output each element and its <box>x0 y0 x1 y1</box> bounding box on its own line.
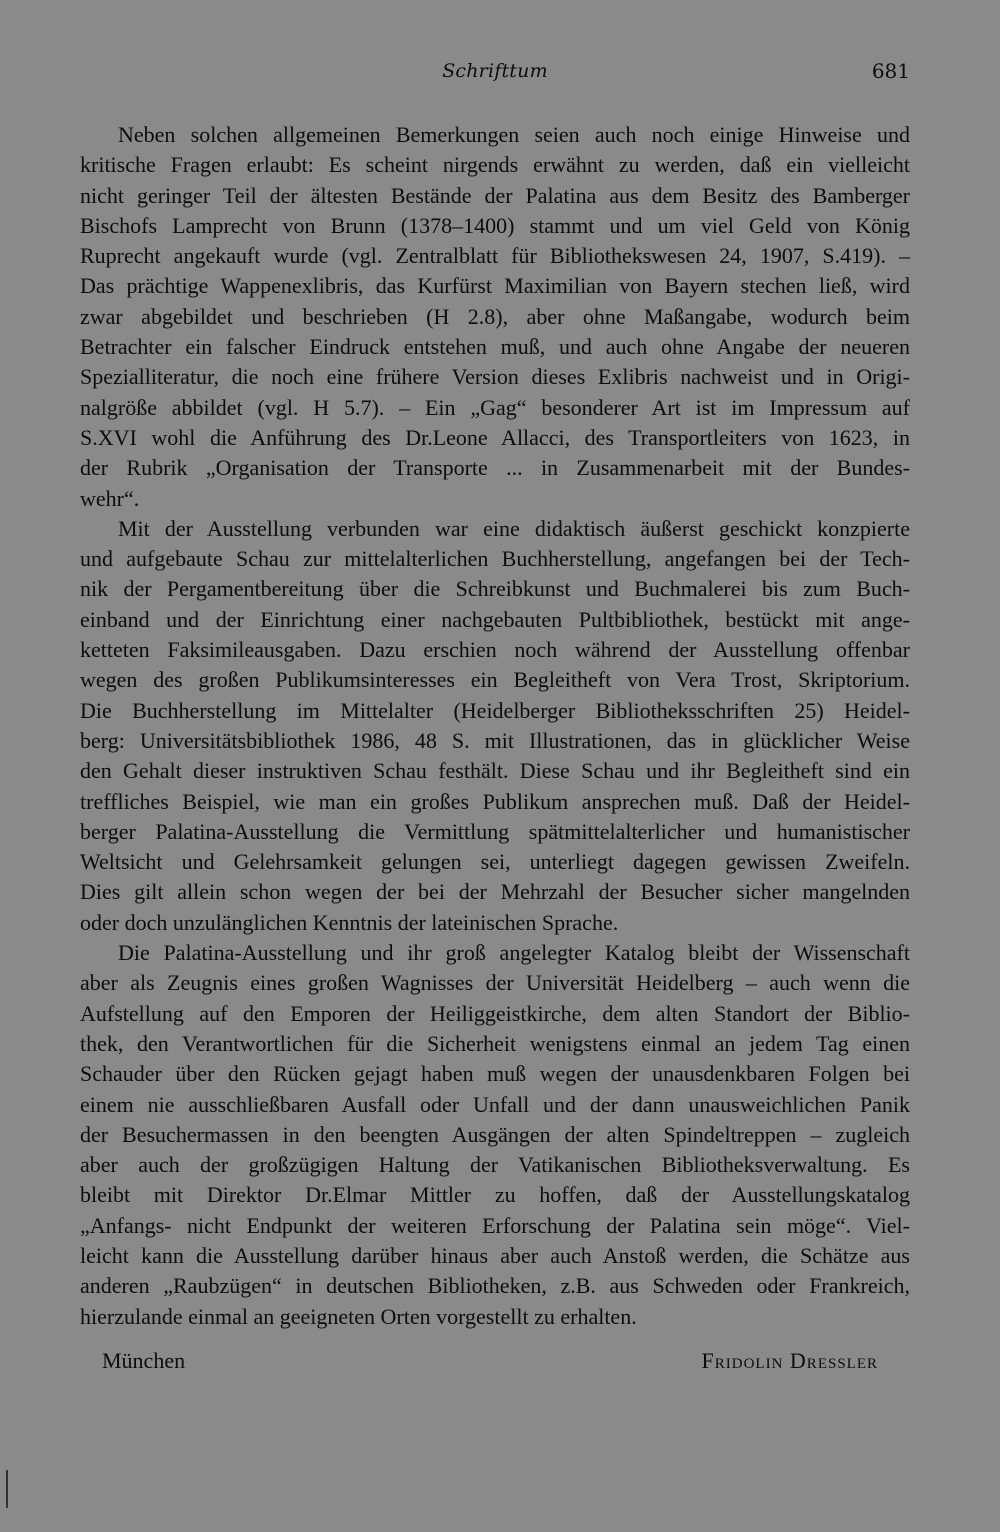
text-line: Aufstellung auf den Emporen der Heiliggeistkirche, dem alten Standort der Biblio- <box>80 1000 910 1026</box>
signature-author: Fridolin Dressler <box>701 1348 878 1373</box>
text-line: der Rubrik „Organisation der Transporte ... in Zusammenarbeit mit der Bundes- <box>80 455 910 481</box>
signature-line <box>102 1348 878 1378</box>
text-line: Betrachter ein falscher Eindruck entstehen muß, und auch ohne Angabe der neueren <box>80 334 910 360</box>
text-line: thek, den Verantwortlichen für die Sicherheit wenigstens einmal an jedem Tag einen <box>80 1030 910 1056</box>
text-line: Mit der Ausstellung verbunden war eine didaktisch äußerst geschickt konzpierte <box>118 515 910 541</box>
text-line: wehr“. <box>80 485 140 511</box>
text-line: einband und der Einrichtung einer nachgebauten Pultbibliothek, bestückt mit ange- <box>80 606 910 632</box>
text-line: oder doch unzulänglichen Kenntnis der lateinischen Sprache. <box>80 909 619 935</box>
text-line: nicht geringer Teil der ältesten Bestände der Palatina aus dem Besitz des Bamberger <box>80 182 910 208</box>
text-line: Das prächtige Wappenexlibris, das Kurfürst Maximilian von Bayern stechen ließ, wird <box>80 273 910 299</box>
body-text <box>80 120 910 1332</box>
text-line: Neben solchen allgemeinen Bemerkungen seien auch noch einige Hinweise und <box>118 122 910 147</box>
text-line: ketteten Faksimileausgaben. Dazu erschien noch während der Ausstellung offenbar <box>80 637 910 663</box>
text-line: Bischofs Lamprecht von Brunn (1378–1400) stammt und um viel Geld von König <box>80 212 910 238</box>
text-line: Spezialliteratur, die noch eine frühere Version dieses Exlibris nachweist und in Origi- <box>80 364 910 390</box>
text-line: Die Buchherstellung im Mittelalter (Heidelberger Bibliotheksschriften 25) Heidel- <box>80 697 910 723</box>
text-line: Die Palatina-Ausstellung und ihr groß angelegter Katalog bleibt der Wissenschaft <box>118 940 910 966</box>
text-line: Schauder über den Rücken gejagt haben muß wegen der unausdenkbaren Folgen bei <box>80 1061 910 1087</box>
running-title: Schrifttum <box>442 60 548 82</box>
text-line: berger Palatina-Ausstellung die Vermittlung spätmittelalterlicher und humanistischer <box>80 818 910 844</box>
text-line: anderen „Raubzügen“ in deutschen Bibliotheken, z.B. aus Schweden oder Frankreich, <box>80 1273 910 1299</box>
text-line: hierzulande einmal an geeigneten Orten vorgestellt zu erhalten. <box>80 1303 637 1329</box>
text-line: leicht kann die Ausstellung darüber hinaus aber auch Anstoß werden, die Schätze aus <box>80 1242 910 1268</box>
text-line: den Gehalt dieser instruktiven Schau festhält. Diese Schau und ihr Begleitheft sind ein <box>80 758 910 784</box>
text-line: nik der Pergamentbereitung über die Schreibkunst und Buchmalerei bis zum Buch- <box>80 576 910 602</box>
text-line: Weltsicht und Gelehrsamkeit gelungen sei, unterliegt dagegen gewissen Zweifeln. <box>80 849 910 875</box>
running-head <box>80 60 910 86</box>
text-line: Ruprecht angekauft wurde (vgl. Zentralblatt für Bibliothekswesen 24, 1907, S.419). – <box>80 243 910 269</box>
text-line: aber als Zeugnis eines großen Wagnisses der Universität Heidelberg – auch wenn die <box>80 970 910 996</box>
text-line: bleibt mit Direktor Dr.Elmar Mittler zu hoffen, daß der Ausstellungskatalog <box>80 1182 910 1208</box>
scan-edge-mark <box>6 1470 8 1508</box>
text-line: aber auch der großzügigen Haltung der Vatikanischen Bibliotheksverwaltung. Es <box>80 1152 910 1178</box>
page-number: 681 <box>871 59 910 83</box>
text-line: treffliches Beispiel, wie man ein großes Publikum ansprechen muß. Daß der Heidel- <box>80 788 910 814</box>
text-line: zwar abgebildet und beschrieben (H 2.8), aber ohne Maßangabe, wodurch beim <box>80 303 910 329</box>
signature-place: München <box>102 1348 186 1373</box>
text-line: wegen des großen Publikumsinteresses ein Begleitheft von Vera Trost, Skriptorium. <box>80 667 910 693</box>
text-line: „Anfangs- nicht Endpunkt der weiteren Erforschung der Palatina sein möge“. Viel- <box>80 1212 910 1238</box>
text-line: einem nie ausschließbaren Ausfall oder Unfall und der dann unausweichlichen Panik <box>80 1091 910 1117</box>
text-line: berg: Universitätsbibliothek 1986, 48 S. mit Illustrationen, das in glücklicher Weise <box>80 727 910 753</box>
text-line: kritische Fragen erlaubt: Es scheint nirgends erwähnt zu werden, daß ein vielleicht <box>80 152 910 178</box>
text-line: der Besuchermassen in den beengten Ausgängen der alten Spindeltreppen – zugleich <box>80 1121 910 1147</box>
text-line: Dies gilt allein schon wegen der bei der Mehrzahl der Besucher sicher mangelnden <box>80 879 910 905</box>
text-line: S.XVI wohl die Anführung des Dr.Leone Allacci, des Transportleiters von 1623, in <box>80 424 910 450</box>
text-line: nalgröße abbildet (vgl. H 5.7). – Ein „Gag“ besonderer Art ist im Impressum auf <box>80 394 910 420</box>
text-line: und aufgebaute Schau zur mittelalterlichen Buchherstellung, angefangen bei der Tech- <box>80 546 910 572</box>
